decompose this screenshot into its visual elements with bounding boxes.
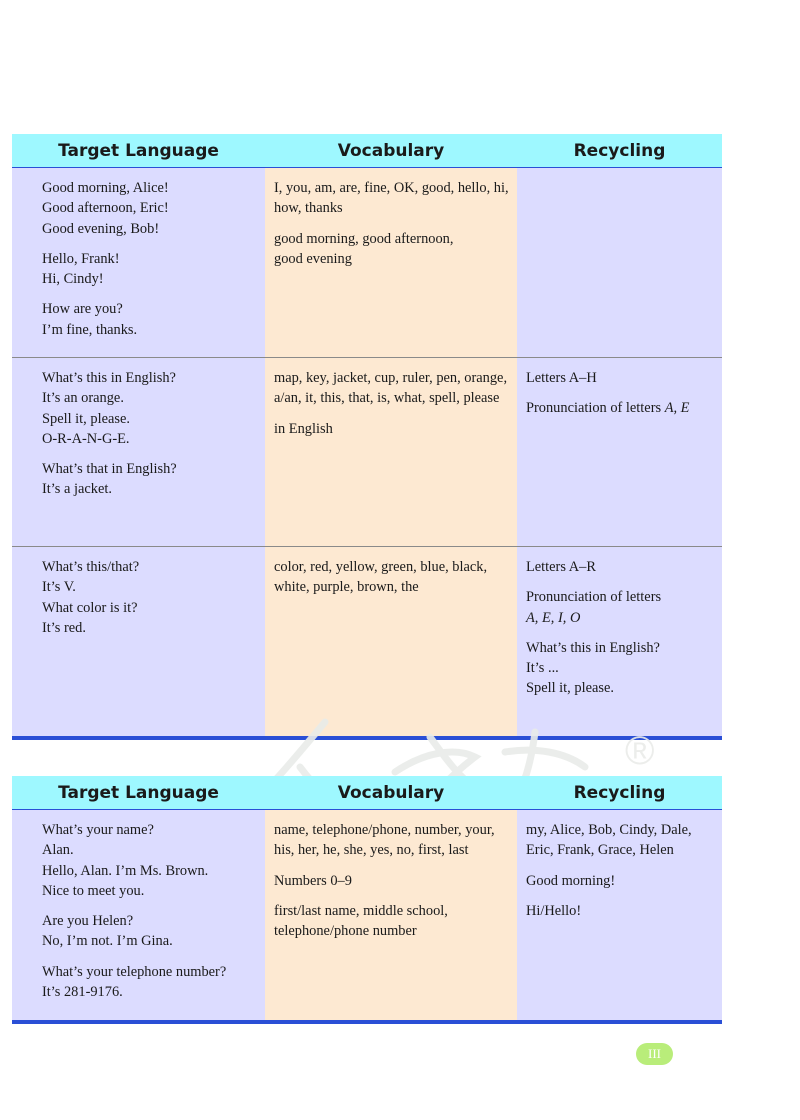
text-line: What color is it? — [42, 599, 138, 616]
text-line: Letters A–R — [526, 559, 596, 575]
t1-r2-target — [12, 358, 265, 547]
text-line: What’s this in English? — [42, 370, 176, 386]
text-group — [274, 901, 505, 942]
text-group — [526, 871, 710, 891]
text-group — [274, 419, 505, 439]
text-line: his, her, he, she, yes, no, first, last — [274, 842, 469, 859]
text-group — [42, 820, 253, 901]
text-line: map, key, jacket, cup, ruler, pen, orange, — [274, 370, 508, 386]
text-line: Letters A–H — [526, 370, 597, 386]
text-line: Hello, Alan. I’m Ms. Brown. — [42, 862, 209, 879]
text-group — [42, 459, 253, 500]
text-line: I’m fine, thanks. — [42, 321, 138, 338]
text-group — [274, 820, 505, 861]
text-group — [274, 557, 505, 598]
registered-mark: ® — [625, 729, 655, 773]
header-recycling-2: Recycling — [517, 776, 722, 810]
text-line: What’s your telephone number? — [42, 963, 227, 980]
t2-r1-recycling — [517, 810, 722, 1020]
header-recycling: Recycling — [517, 134, 722, 168]
text-line: Spell it, please. — [42, 410, 130, 427]
text-group — [42, 368, 253, 449]
text-line: What’s this in English? — [526, 639, 660, 656]
text-group — [42, 299, 253, 340]
header-vocabulary: Vocabulary — [265, 134, 517, 168]
text-line: good evening — [274, 250, 352, 267]
text-group — [42, 557, 253, 638]
text-group — [42, 911, 253, 952]
t1-r2-vocab — [265, 358, 517, 547]
text-line: Spell it, please. — [526, 680, 614, 697]
text-line: How are you? — [42, 301, 123, 318]
header-target-language: Target Language — [12, 134, 265, 168]
text-line: A, E, I, O — [526, 609, 581, 626]
text-line: in English — [274, 420, 333, 437]
t1-r2-recycling — [517, 358, 722, 547]
t2-r1-target — [12, 810, 265, 1020]
text-line: Good morning! — [526, 872, 616, 889]
text-line: What’s this/that? — [42, 559, 140, 575]
text-line: first/last name, middle school, — [274, 902, 448, 919]
text-line: Good morning, Alice! — [42, 180, 169, 196]
page-number: III — [636, 1043, 673, 1065]
text-line: Numbers 0–9 — [274, 872, 352, 889]
header-vocabulary-2: Vocabulary — [265, 776, 517, 810]
text-line: a/an, it, this, that, is, what, spell, please — [274, 390, 500, 407]
text-line: It’s a jacket. — [42, 481, 112, 498]
text-line: It’s 281-9176. — [42, 984, 123, 1001]
text-group — [526, 587, 710, 628]
text-line: telephone/phone number — [274, 923, 417, 940]
text-line: Nice to meet you. — [42, 882, 145, 899]
t1-r3-recycling — [517, 547, 722, 736]
text-line: It’s ... — [526, 660, 559, 677]
text-line: What’s that in English? — [42, 461, 177, 478]
header-target-language-2: Target Language — [12, 776, 265, 810]
text-line: Hi/Hello! — [526, 902, 582, 919]
text-line: white, purple, brown, the — [274, 579, 419, 596]
text-group — [42, 962, 253, 1003]
text-line: O-R-A-N-G-E. — [42, 430, 130, 447]
t1-r3-target — [12, 547, 265, 736]
text-group — [42, 178, 253, 239]
text-group — [526, 820, 710, 861]
text-line: It’s red. — [42, 619, 86, 636]
text-line: It’s an orange. — [42, 390, 124, 407]
text-group — [526, 398, 710, 418]
text-line: Alan. — [42, 842, 74, 859]
text-line: name, telephone/phone, number, your, — [274, 822, 495, 838]
text-line: Are you Helen? — [42, 913, 134, 930]
text-group — [526, 368, 710, 388]
t1-r1-target — [12, 168, 265, 358]
text-line: Pronunciation of letters A, E — [526, 400, 690, 417]
t1-r1-vocab — [265, 168, 517, 358]
text-line: good morning, good afternoon, — [274, 230, 454, 247]
text-line: Hello, Frank! — [42, 250, 120, 267]
text-line: It’s V. — [42, 579, 76, 596]
syllabus-table-2 — [12, 776, 722, 1024]
syllabus-table-1 — [12, 134, 722, 740]
text-line: color, red, yellow, green, blue, black, — [274, 559, 488, 575]
text-line: I, you, am, are, fine, OK, good, hello, hi, — [274, 180, 509, 196]
text-group — [526, 557, 710, 577]
text-group — [274, 871, 505, 891]
text-line: Good evening, Bob! — [42, 220, 160, 237]
text-group — [42, 249, 253, 290]
text-group — [274, 178, 509, 219]
text-line: Pronunciation of letters — [526, 589, 662, 606]
text-line: Hi, Cindy! — [42, 271, 104, 288]
text-group — [526, 638, 710, 699]
t1-r3-vocab — [265, 547, 517, 736]
text-line: Eric, Frank, Grace, Helen — [526, 842, 674, 859]
t1-r1-recycling — [517, 168, 722, 358]
t2-r1-vocab — [265, 810, 517, 1020]
text-line: my, Alice, Bob, Cindy, Dale, — [526, 822, 692, 838]
text-line: how, thanks — [274, 200, 343, 217]
text-line: Good afternoon, Eric! — [42, 200, 169, 217]
text-group — [274, 229, 505, 270]
text-line: What’s your name? — [42, 822, 154, 838]
text-group — [526, 901, 710, 921]
text-group — [274, 368, 508, 409]
text-line: No, I’m not. I’m Gina. — [42, 933, 173, 950]
